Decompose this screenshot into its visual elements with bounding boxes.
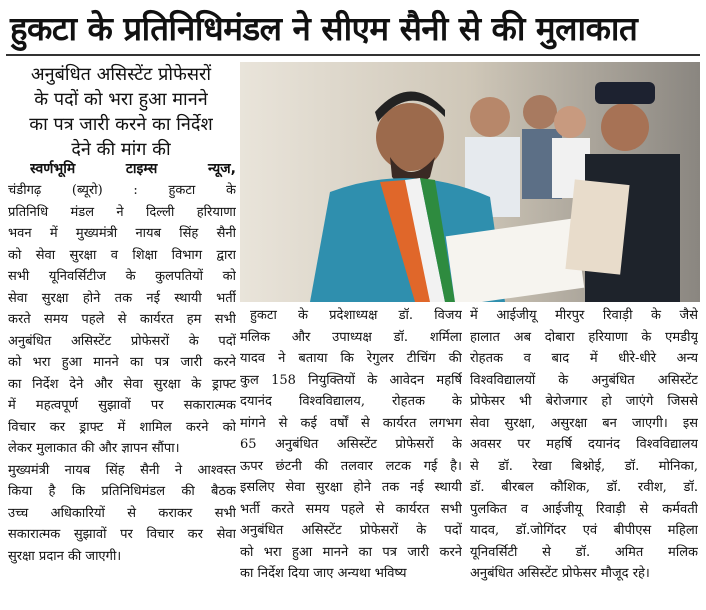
article-line: अनुबंधित असिस्टेंट प्रोफेसरों के पदों [240,523,462,538]
article-line: में आईजीयू मीरपुर रिवाड़ी के जैसे [470,308,698,323]
subheadline [8,62,234,162]
article-line: रोहतक व बाद में धीरे-धीरे अन्य [470,351,698,366]
article-line: का निर्देश दिया जाए अन्यथा भविष्य [240,566,407,581]
article-line: का निर्देश देने और सेवा सुरक्षा के ड्राफ्ट [8,376,236,392]
article-line: अवसर पर महर्षि दयानंद विश्वविद्यालय [470,437,698,452]
article-line: यादव, डॉ.जोगिंदर एवं बीपीएस महिला [470,523,698,538]
article-line: सुरक्षा प्रदान की जाएगी। [8,548,122,564]
news-photo-icon [240,62,700,302]
article-line: विचार कर ड्राफ्ट में शामिल करने को [8,419,236,435]
byline: स्वर्णभूमि टाइम्स न्यूज, [30,161,236,177]
article-line: डॉ. बीरबल कौशिक, डॉ. रवीश, डॉ. [470,480,698,495]
article-line: यादव ने बताया कि रेगुलर टीचिंग की [240,351,462,366]
article-line: भवन में मुख्यमंत्री नायब सिंह सैनी [8,226,236,241]
article-line: सेवा सुरक्षा, असुरक्षा बन जाएगी। इस [470,415,698,431]
article-line: हुकटा के प्रदेशाध्यक्ष डॉ. विजय [250,308,462,323]
article-line: हालात अब दोबारा हरियाणा के एमडीयू [470,329,698,345]
article-line: सेवा सुरक्षा होने तक नई स्थायी भर्ती [8,290,236,306]
article-line: अनुबंधित असिस्टेंट प्रोफेसर मौजूद रहे। [470,566,650,581]
subheadline-line: का पत्र जारी करने का निर्देश [29,114,213,135]
article-line: करते समय पहले से कार्यरत हम सभी [8,312,236,327]
article-line: मुख्यमंत्री नायब सिंह सैनी ने आश्वस्त [8,462,236,478]
article-line: यूनिवर्सिटी से डॉ. अमित मलिक [470,544,698,560]
article-line: सभी यूनिवर्सिटीज के कुलपतियों को [8,269,236,284]
article-line: से डॉ. रेखा बिश्नोई, डॉ. मोनिका, [470,458,698,474]
article-line: को सेवा सुरक्षा व शिक्षा विभाग द्वारा [8,247,236,263]
article-line: विश्वविद्यालयों के अनुबंधित असिस्टेंट [470,372,698,388]
article-line: इसलिए सेवा सुरक्षा होने तक नई स्थायी [240,480,462,495]
article-line: सकारात्मक सुझावों पर विचार कर सेवा [8,527,236,542]
news-photo [240,62,700,302]
article-line: चंडीगढ़ (ब्यूरो) : हुकटा के [8,183,236,198]
subheadline-line: के पदों को भरा हुआ मानने [34,89,208,110]
article-line: अनुबंधित असिस्टेंट प्रोफेसरों के पदों [8,333,236,349]
article-column-3 [470,305,698,585]
article-column-1 [8,180,236,567]
article-line: को भरा हुआ मानने का पत्र जारी करने [240,544,462,560]
article-line: लेकर मुलाकात की और ज्ञापन सौंपा। [8,441,180,456]
article-line: ऊपर छंटनी की तलवार लटक गई है। [240,458,462,474]
article-line: मलिक और उपाध्यक्ष डॉ. शर्मिला [240,329,462,345]
article-line: उच्च अधिकारियों से कराकर सभी [8,505,236,521]
article-line: प्रोफेसर भी बेरोजगार हो जाएंगे जिससे [470,394,698,409]
subheadline-line: देने की मांग की [71,139,171,160]
article-line: किया है कि प्रतिनिधिमंडल की बैठक [8,484,236,499]
headline: हुकटा के प्रतिनिधिमंडल ने सीएम सैनी से की मुलाकात [10,9,638,48]
article-line: मांगने से कई वर्षों से कार्यरत लगभग [240,415,462,431]
article-line: 65 अनुबंधित असिस्टेंट प्रोफेसरों के [240,437,462,452]
article-line: पुलकित व आईजीयू रिवाड़ी से कर्मवती [470,501,698,517]
headline-rule [6,54,700,56]
article-column-2 [240,305,462,585]
article-line: को भरा हुआ मानने का पत्र जारी करने [8,355,236,370]
article-line: प्रतिनिधि मंडल ने दिल्ली हरियाणा [8,204,236,220]
article-line: भर्ती करते समय पहले से कार्यरत सभी [240,501,462,517]
article-line: कुल 158 नियुक्तियों के आवेदन महर्षि [240,372,462,388]
article-line: में महत्वपूर्ण सुझावों पर सकारात्मक [8,398,236,413]
byline-block [30,158,236,180]
subheadline-line: अनुबंधित असिस्टेंट प्रोफेसरों [30,64,212,85]
article-line: दयानंद विश्वविद्यालय, रोहतक के [240,394,462,409]
